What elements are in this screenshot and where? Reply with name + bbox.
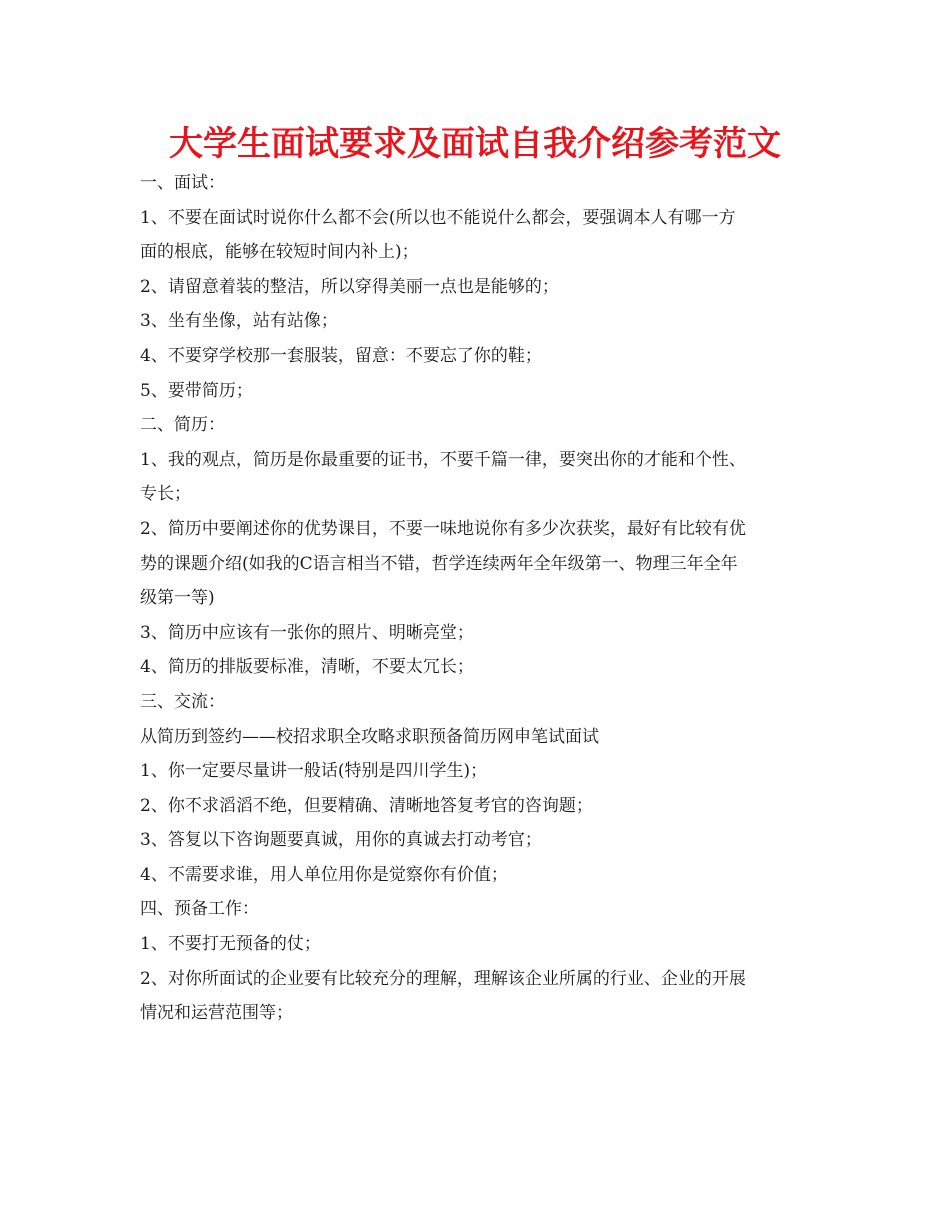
paragraph-line: 3、简历中应该有一张你的照片、明晰亮堂；: [140, 622, 474, 643]
paragraph-line: 势的课题介绍(如我的C语言相当不错，哲学连续两年全年级第一、物理三年全年: [140, 553, 738, 574]
document-body: [140, 166, 812, 1031]
paragraph-line: 情况和运营范围等；: [140, 1003, 293, 1024]
section-heading-interview: 一、面试：: [140, 173, 225, 193]
section-heading-preparation: 四、预备工作：: [140, 899, 259, 920]
paragraph-line: 2、你不求滔滔不绝，但要精确、清晰地答复考官的咨询题；: [140, 795, 593, 816]
document-title: 大学生面试要求及面试自我介绍参考范文: [169, 124, 781, 164]
paragraph-line: 1、我的观点，简历是你最重要的证书，不要千篇一律，要突出你的才能和个性、: [140, 449, 746, 470]
paragraph-line: 从简历到签约——校招求职全攻略求职预备简历网申笔试面试: [140, 726, 599, 747]
section-heading-communication: 三、交流：: [140, 691, 225, 712]
section-heading-resume: 二、简历：: [140, 415, 225, 436]
paragraph-line: 面的根底，能够在较短时间内补上)；: [140, 242, 419, 263]
paragraph-line: 2、对你所面试的企业要有比较充分的理解，理解该企业所属的行业、企业的开展: [140, 968, 746, 989]
paragraph-line: 1、不要在面试时说你什么都不会(所以也不能说什么都会，要强调本人有哪一方: [140, 207, 736, 228]
paragraph-line: 2、简历中要阐述你的优势课目，不要一味地说你有多少次获奖，最好有比较有优: [140, 518, 746, 539]
paragraph-line: 2、请留意着装的整洁，所以穿得美丽一点也是能够的；: [140, 276, 559, 297]
paragraph-line: 4、不需要求谁，用人单位用你是觉察你有价值；: [140, 864, 508, 885]
paragraph-line: 3、坐有坐像，站有站像；: [140, 311, 338, 332]
paragraph-line: 3、答复以下咨询题要真诚，用你的真诚去打动考官；: [140, 830, 542, 851]
paragraph-line: 4、不要穿学校那一套服装，留意：不要忘了你的鞋；: [140, 345, 542, 366]
paragraph-line: 1、你一定要尽量讲一般话(特别是四川学生)；: [140, 761, 488, 782]
paragraph-line: 专长；: [140, 484, 191, 505]
paragraph-line: 4、简历的排版要标准，清晰，不要太冗长；: [140, 657, 474, 678]
paragraph-line: 级第一等): [140, 588, 215, 609]
paragraph-line: 1、不要打无预备的仗；: [140, 934, 321, 955]
paragraph-line: 5、要带简历；: [140, 380, 253, 401]
